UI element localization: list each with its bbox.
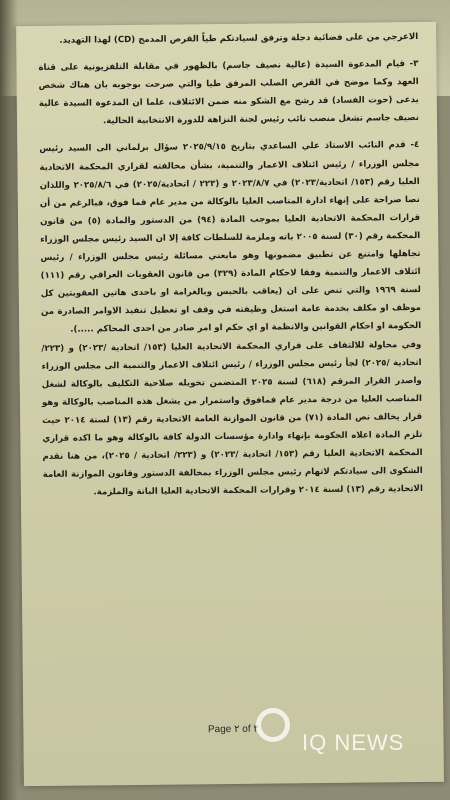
watermark-logo-icon <box>256 708 290 742</box>
page-number: Page ٢ of ٣ <box>207 723 259 736</box>
paragraph-continuation: وفي محاولة للالتفاف على قراري المحكمة الاتحادية العليا (١٥٣/ اتحادية /٢٠٢٣) و (٢٢٣/ اتحادية /٢٠٢٥) لجأ رئيس مجلس الوزراء / رئيس ائتلاف الاعمار والتنمية الى مجلس الوزراء واصدر القرار المرقم (٦١٨) لسنة ٢٠٢٥ المتضمن تخويله صلاحية التكليف بالوكالة لشغل المناصب العليا من درجة مدير عام فمافوق واستمرار من يشغل هذه المناصب بالوكالة وهو قرار يخالف نص المادة (٧١) من قانون الموازنة العامة الاتحادية رقم (١٣) لسنة ٢٠١٤ حيث تلزم المادة اعلاه الحكومة بإنهاء وادارة مؤسسات الدولة كافة بالوكالة وهو ما اكده قراري المحكمة الاتحادية العليا رقم (١٥٣/ اتحادية /٢٠٢٣) و (٢٢٣/ اتحادية / ٢٠٢٥)، من هنا نقدم الشكوى الى سيادتكم لاتهام رئيس مجلس الوزراء بمخالفة الدستور وقانون الموازنة العامة الاتحادية رقم (١٣) لسنة ٢٠١٤ وقرارات المحكمة الاتحادية العليا الباتة والملزمة. <box>41 339 423 498</box>
document-page <box>16 22 444 786</box>
document-body <box>38 28 423 502</box>
paragraph-item-3: ٣- قيام المدعوة السيدة (عالية نصيف جاسم) بالظهور في مقابلة التلفزيونية على قناة العهد وكما موضح في القرص الصلب المرفق طيا والتي صرحت بوجوبه بان هناك شخص يدعى (حوت الفساد) قد رشح مع الشكو منه ضمن الائتلاف، علما ان المدعوة السيدة عالية نصيف جاسم تشغل منصب نائب رئيس لجنة النزاهة للدورة الانتخابية الحالية. <box>38 59 420 127</box>
watermark-text: IQ NEWS <box>302 730 405 755</box>
page-edge-shadow <box>0 0 18 800</box>
paragraph-intro: الاعرجي من على فضائية دجلة وترفق لسيادتكم طياً القرص المدمج (CD) لهذا التهديد. <box>59 31 419 46</box>
paragraph-item-4: ٤- قدم النائب الاستاذ علي الساعدي بتاريخ ٢٠٢٥/٩/١٥ سؤال برلماني الى السيد رئيس مجلس الوزراء / رئيس ائتلاف الاعمار والتنمية، بشأن مخالفته لقراري المحكمة الاتحادية العليا رقم (١٥٣/ اتحادية/٢٠٢٣) في ٢٠٢٣/٨/٧ و (٢٢٣ / اتحادية/٢٠٢٥) في ٢٠٢٥/٨/٦ واللذان نصا صراحة على إنهاء ادارة المناصب العليا بالوكالة من مدير عام فما فوق، فبالرغم من أن قرارات المحكمة الاتحادية العليا بموجب المادة (٩٤) من الدستور والمادة (٥) من قانون المحكمة رقم (٣٠) لسنة ٢٠٠٥ باته وملزمة للسلطات كافة إلا ان السيد رئيس مجلس الوزراء تجاهلها وامتنع عن تطبيق مضمونها وهو مايعني مسائلة رئيس مجلس الوزراء / رئيس ائتلاف الاعمار والتنمية وفقا لاحكام المادة (٣٢٩) من قانون العقوبات العراقي رقم (١١١) لسنة ١٩٦٩ والتي تنص على ان (يعاقب بالحبس وبالغرامة او باحدى هاتين العقوبتين كل موظف او مكلف بخدمة عامة استغل وظيفته في وقف او تعطيل تنفيذ الاوامر الصادرة من الحكومة او احكام القوانين والانظمة او اي حكم او امر صادر من احدى المحاكم .....). <box>39 140 422 336</box>
